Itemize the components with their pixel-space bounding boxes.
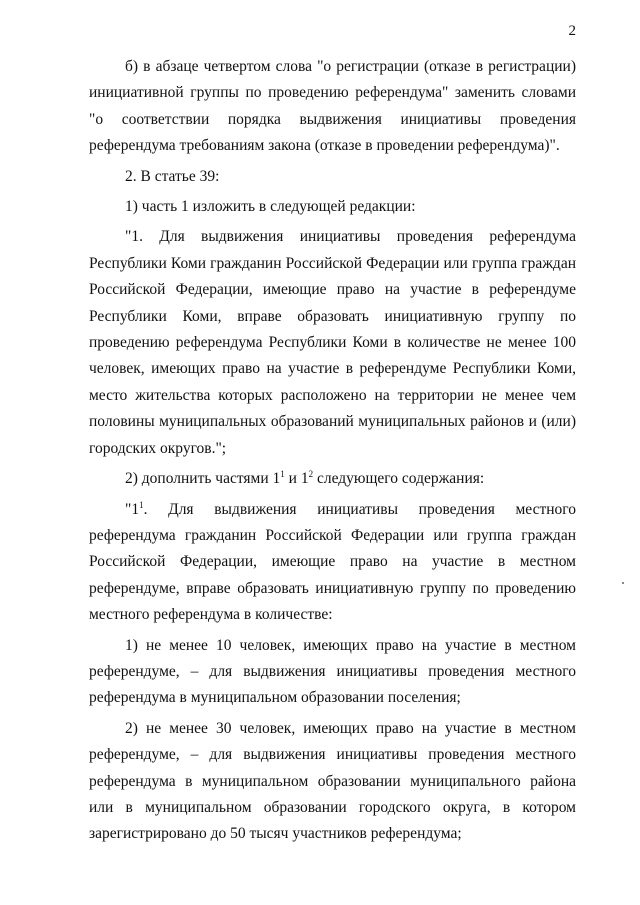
- part-1-1-superscript: 1: [139, 499, 144, 510]
- supplement-middle: и 1: [284, 470, 309, 488]
- margin-mark: [622, 582, 624, 584]
- supplement-superscript-2: 2: [308, 469, 314, 480]
- document-body: [89, 54, 576, 848]
- list-item-settlement: 1) не менее 10 человек, имеющих право на участие в местном референдуме, – для выдвижения инициативы проведения местного референдума в муниципальном образовании поселения;: [89, 636, 576, 707]
- paragraph-supplement-parts: [89, 466, 576, 492]
- paragraph-article-39: 2. В статье 39:: [125, 167, 220, 185]
- page-number: 2: [568, 23, 576, 39]
- paragraph-abzac-amendment: б) в абзаце четвертом слова "о регистрации (отказе в регистрации) инициативной группы по проведению референдума" заменить словами "о соответствии порядка выдвижения инициативы проведения референдума требованиям закона (отказе в проведении референдума)".: [89, 58, 576, 155]
- paragraph-part-1-text: "1. Для выдвижения инициативы проведения референдума Республики Коми гражданин Российской Федерации или группа граждан Российской Федерации, имеющие право на участие в референдуме Республики Коми, вправе образовать инициативную группу по проведению референдума Республики Коми в количестве не менее 100 человек, имеющих право на участие в референдуме Республики Коми, место жительства которых расположено на территории не менее чем половины муниципальных образований муниципальных районов и (или) городских округов.";: [89, 228, 576, 457]
- part-1-1-open: "1: [125, 500, 140, 518]
- part-1-1-text: . Для выдвижения инициативы проведения местного референдума гражданин Российской Федерации или группа граждан Российской Федерации, имеющие право на участие в местном референдуме, вправе образовать инициативную группу по проведению местного референдума в количестве:: [89, 500, 576, 624]
- supplement-superscript-1: 1: [280, 469, 285, 480]
- paragraph-part-1-heading: 1) часть 1 изложить в следующей редакции:: [125, 198, 416, 216]
- list-item-district: 2) не менее 30 человек, имеющих право на участие в местном референдуме, – для выдвижения инициативы проведения местного референдума в муниципальном образовании муниципального района или в муниципальном образовании городского округа, в котором зарегистрировано до 50 тысяч участников референдума;: [89, 719, 576, 843]
- supplement-after: следующего содержания:: [313, 470, 485, 488]
- paragraph-part-1-1: [89, 497, 576, 629]
- supplement-before: 2) дополнить частями 1: [125, 470, 281, 488]
